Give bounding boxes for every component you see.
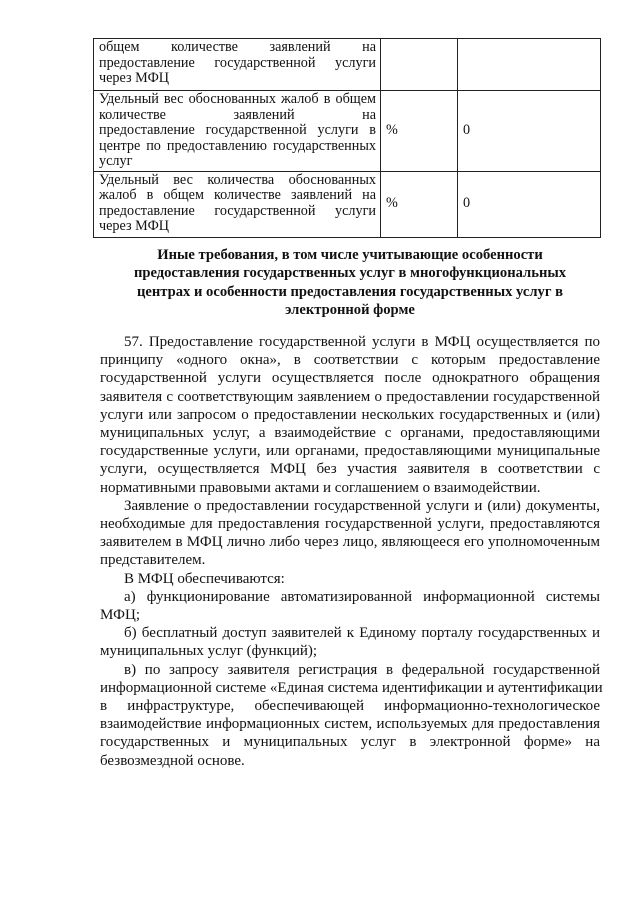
value-cell: 0 (458, 91, 601, 172)
paragraph-line: 57. Предоставление государственной услуги в МФЦ осуществляется по (124, 334, 600, 350)
paragraph-line: заявителем в МФЦ лично либо через лицо, являющееся его уполномоченным (100, 534, 600, 551)
list-item-line: информационной системе «Единая система идентификации и аутентификации (100, 679, 603, 696)
heading-line: центрах и особенности предоставления государственных услуг в (137, 283, 563, 300)
paragraph-line: Заявление о предоставлении государственной услуги и (или) документы, (124, 497, 600, 514)
paragraph-line: представителем. (100, 552, 206, 569)
heading-line: Иные требования, в том числе учитывающие особенности (157, 247, 543, 263)
paragraph-line: принципу «одного окна», в соответствии с которым предоставление (100, 352, 600, 369)
list-item-line: МФЦ; (100, 607, 140, 624)
value-cell: 0 (458, 171, 601, 237)
indicator-name-line: Удельный вес обоснованных жалоб в общем (99, 91, 376, 107)
list-item-line: а) функционирование автоматизированной информационной системы (124, 588, 600, 605)
table-row (94, 39, 601, 91)
heading-line: предоставления государственных услуг в многофункциональных (133, 265, 567, 282)
unit-cell: % (381, 171, 458, 237)
indicator-name-line: услуг (99, 153, 133, 169)
indicator-name-line: жалоб в общем количестве заявлений на (99, 187, 376, 203)
paragraph-line: муниципальных услуг, а взаимодействие с органами, предоставляющими (100, 425, 600, 442)
indicator-name-line: предоставление государственной услуги в (99, 122, 376, 138)
indicator-name-cell (94, 39, 381, 91)
unit-cell: % (381, 91, 458, 172)
indicator-name-line: через МФЦ (99, 218, 170, 234)
list-item-line: в инфраструктуре, обеспечивающей информационно-технологическое (100, 698, 600, 715)
table-row (94, 91, 601, 172)
indicator-name-line: количестве заявлений на (99, 106, 376, 123)
value-cell (458, 39, 601, 91)
list-item-line: в) по запросу заявителя регистрация в федеральной государственной (124, 661, 600, 678)
list-item-line: б) бесплатный доступ заявителей к Единому порталу государственных и (124, 625, 600, 642)
paragraph-line: заявителя с соответствующим заявлением о предоставлении государственной (100, 388, 600, 405)
indicator-name-line: предоставление государственной услуги (99, 54, 376, 71)
table-row (94, 171, 601, 237)
indicator-name-cell (94, 171, 381, 237)
indicators-table (93, 38, 601, 238)
list-item-line: взаимодействие информационных систем, используемых для предоставления (100, 716, 600, 733)
indicator-name-line: через МФЦ (99, 70, 170, 86)
paragraph-line: услуги или запросом о предоставлении нескольких государственных и (или) (100, 406, 600, 423)
indicator-name-line: предоставление государственной услуги (99, 202, 376, 219)
paragraph-line: В МФЦ обеспечиваются: (124, 570, 285, 587)
indicator-name-line: общем количестве заявлений на (99, 39, 376, 55)
paragraph-line: услуги, осуществляется МФЦ без участия заявителя в соответствии с (100, 461, 600, 478)
list-item-line: безвозмездной основе. (100, 752, 245, 769)
paragraph-line: необходимые для предоставления государственной услуги, предоставляются (100, 516, 600, 533)
body-text (100, 333, 603, 770)
indicator-name-cell (94, 91, 381, 172)
paragraph-line: государственные услуги, или органами, предоставляющими муниципальные (100, 443, 600, 460)
list-item-line: государственных и муниципальных услуг в электронной форме» на (100, 734, 600, 751)
list-item-line: муниципальных услуг (функций); (100, 643, 318, 660)
indicator-name-line: центре по предоставлению государственных (99, 137, 376, 154)
unit-cell (381, 39, 458, 91)
paragraph-line: государственной услуги осуществляется после однократного обращения (100, 370, 600, 387)
heading-line: электронной форме (285, 301, 415, 318)
section-heading (100, 246, 600, 319)
indicator-name-line: Удельный вес количества обоснованных (99, 171, 376, 188)
paragraph-line: нормативными правовыми актами и соглашением о взаимодействии. (100, 479, 541, 496)
